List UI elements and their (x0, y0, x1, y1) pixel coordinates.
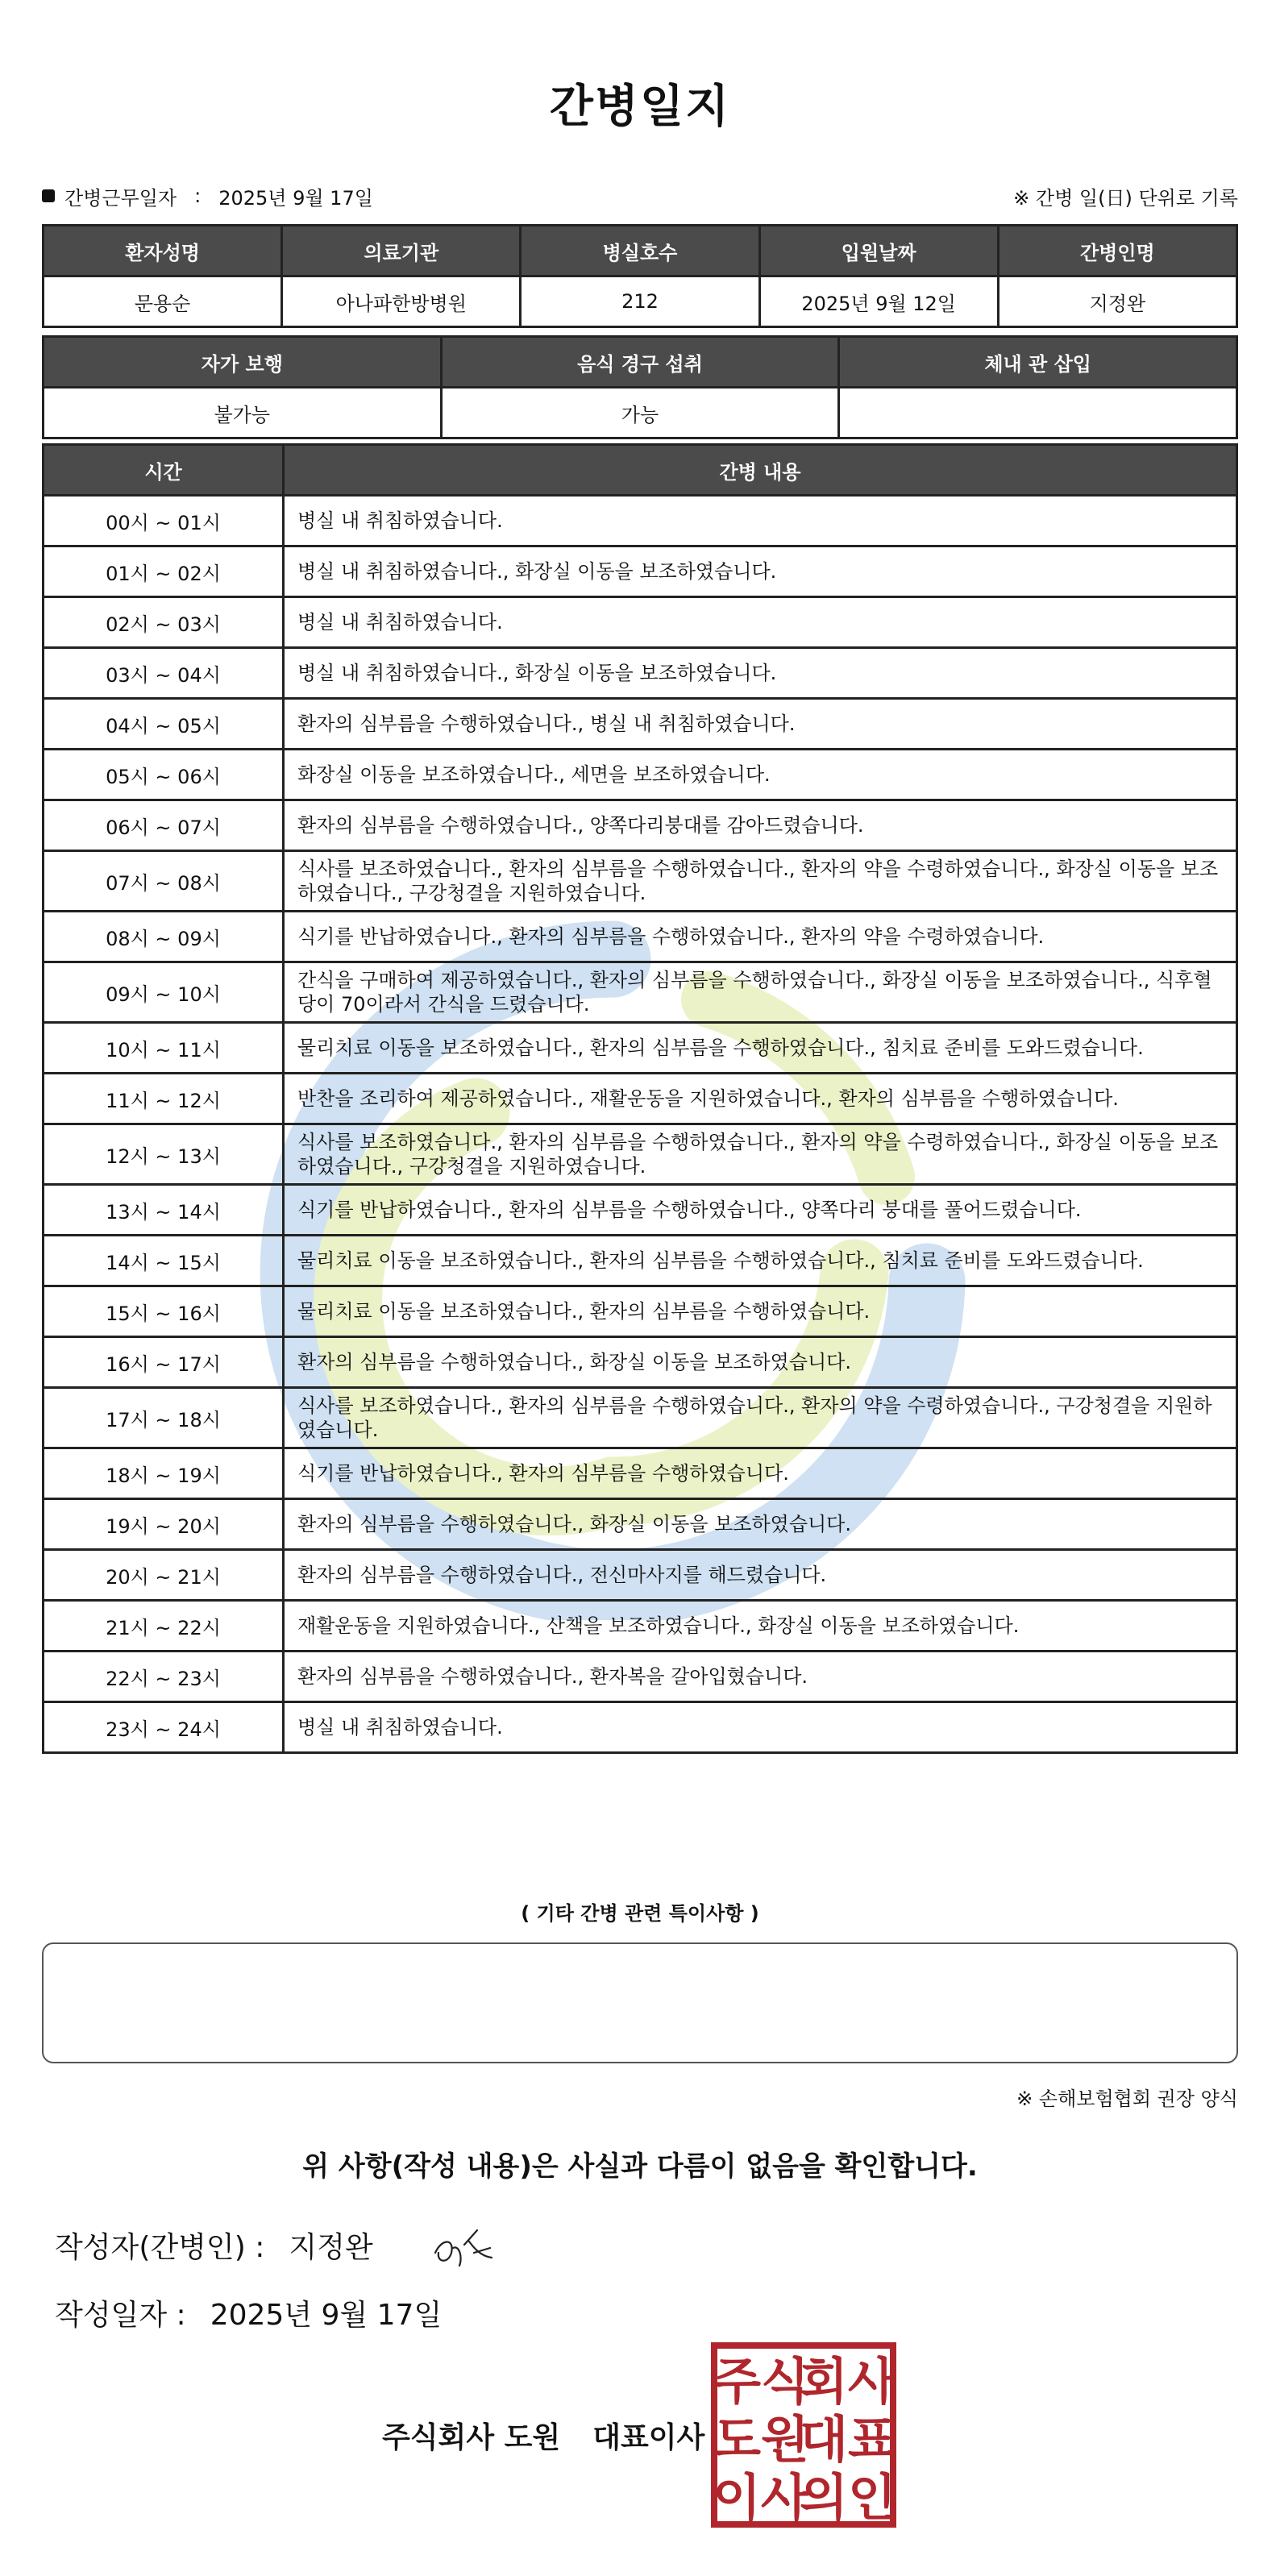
unit-note: ※ 간병 일(日) 단위로 기록 (1013, 186, 1238, 210)
log-content: 병실 내 취침하였습니다. (284, 496, 1237, 546)
log-time: 23시 ~ 24시 (44, 1702, 284, 1753)
svg-text:대표: 대표 (800, 2410, 896, 2469)
company-name: 주식회사 도원 (382, 2421, 561, 2454)
tube-value (839, 388, 1237, 438)
log-time: 22시 ~ 23시 (44, 1652, 284, 1702)
table-row (44, 1499, 1237, 1550)
log-time: 14시 ~ 15시 (44, 1236, 284, 1286)
log-content: 병실 내 취침하였습니다. (284, 1702, 1237, 1753)
header-oral-intake: 음식 경구 섭취 (441, 337, 839, 388)
writer-line (55, 2225, 373, 2266)
log-content: 물리치료 이동을 보조하였습니다., 환자의 심부름을 수행하였습니다., 침치료 준비를 도와드렸습니다. (284, 1023, 1237, 1074)
written-date-line (55, 2292, 442, 2333)
square-bullet-icon (42, 189, 55, 202)
table-row (44, 851, 1237, 912)
log-time: 02시 ~ 03시 (44, 597, 284, 648)
log-time: 01시 ~ 02시 (44, 546, 284, 597)
hospital: 아나파한방병원 (282, 276, 521, 327)
log-time: 03시 ~ 04시 (44, 648, 284, 699)
header-patient-name: 환자성명 (44, 226, 282, 276)
care-log-table (42, 443, 1238, 1754)
written-date: 2025년 9월 17일 (210, 2299, 443, 2332)
log-time: 17시 ~ 18시 (44, 1388, 284, 1448)
header-room: 병실호수 (521, 226, 759, 276)
log-time: 18시 ~ 19시 (44, 1448, 284, 1499)
log-content: 환자의 심부름을 수행하였습니다., 양쪽다리붕대를 감아드렸습니다. (284, 800, 1237, 851)
table-row (44, 912, 1237, 962)
log-time: 09시 ~ 10시 (44, 962, 284, 1023)
log-content: 식기를 반납하였습니다., 환자의 심부름을 수행하였습니다. (284, 1448, 1237, 1499)
table-row (44, 699, 1237, 750)
log-time: 12시 ~ 13시 (44, 1124, 284, 1185)
table-row (44, 597, 1237, 648)
log-content: 식기를 반납하였습니다., 환자의 심부름을 수행하였습니다., 양쪽다리 붕대를 풀어드렸습니다. (284, 1185, 1237, 1236)
log-content: 화장실 이동을 보조하였습니다., 세면을 보조하였습니다. (284, 750, 1237, 800)
signature (427, 2221, 516, 2277)
log-time: 21시 ~ 22시 (44, 1601, 284, 1652)
table-row (44, 1601, 1237, 1652)
table-row (44, 750, 1237, 800)
log-time: 05시 ~ 06시 (44, 750, 284, 800)
admission-date: 2025년 9월 12일 (759, 276, 998, 327)
table-row (44, 546, 1237, 597)
table-row (44, 800, 1237, 851)
log-content: 병실 내 취침하였습니다., 화장실 이동을 보조하였습니다. (284, 648, 1237, 699)
remarks-box (42, 1942, 1238, 2063)
table-row (44, 1074, 1237, 1124)
table-row (44, 1388, 1237, 1448)
company-seal (711, 2342, 896, 2528)
log-content: 식기를 반납하였습니다., 환자의 심부름을 수행하였습니다., 환자의 약을 수령하였습니다. (284, 912, 1237, 962)
recommendation-note: ※ 손해보험협회 권장 양식 (1016, 2088, 1238, 2110)
log-content: 물리치료 이동을 보조하였습니다., 환자의 심부름을 수행하였습니다., 침치료 준비를 도와드렸습니다. (284, 1236, 1237, 1286)
room-number: 212 (521, 276, 759, 327)
writer-name: 지정완 (289, 2231, 373, 2264)
written-date-label: 작성일자 : (55, 2299, 186, 2332)
log-time: 00시 ~ 01시 (44, 496, 284, 546)
log-content: 환자의 심부름을 수행하였습니다., 병실 내 취침하였습니다. (284, 699, 1237, 750)
log-content: 환자의 심부름을 수행하였습니다., 환자복을 갈아입혔습니다. (284, 1652, 1237, 1702)
table-row (44, 1286, 1237, 1337)
log-time: 06시 ~ 07시 (44, 800, 284, 851)
meta-row (42, 184, 1238, 208)
log-content: 식사를 보조하였습니다., 환자의 심부름을 수행하였습니다., 환자의 약을 수령하였습니다., 화장실 이동을 보조하였습니다., 구강청결을 지원하였습니다. (284, 1124, 1237, 1185)
log-time: 19시 ~ 20시 (44, 1499, 284, 1550)
table-row (44, 1550, 1237, 1601)
log-time: 10시 ~ 11시 (44, 1023, 284, 1074)
log-time: 11시 ~ 12시 (44, 1074, 284, 1124)
confirmation-statement: 위 사항(작성 내용)은 사실과 다름이 없음을 확인합니다. (302, 2150, 978, 2183)
writer-label: 작성자(간병인) : (55, 2231, 265, 2264)
remarks-title: ( 기타 간병 관련 특이사항 ) (521, 1902, 759, 1925)
table-row (44, 1124, 1237, 1185)
log-time: 04시 ~ 05시 (44, 699, 284, 750)
status-table (42, 335, 1238, 439)
oral-intake-value: 가능 (441, 388, 839, 438)
header-caregiver: 간병인명 (998, 226, 1236, 276)
company-rep-title: 대표이사 (592, 2421, 705, 2454)
log-content: 재활운동을 지원하였습니다., 산책을 보조하였습니다., 화장실 이동을 보조하였습니다. (284, 1601, 1237, 1652)
log-content: 간식을 구매하여 제공하였습니다., 환자의 심부름을 수행하였습니다., 화장실 이동을 보조하였습니다., 식후혈당이 70이라서 간식을 드렸습니다. (284, 962, 1237, 1023)
table-row (44, 1652, 1237, 1702)
log-content: 병실 내 취침하였습니다. (284, 597, 1237, 648)
svg-text:회사: 회사 (800, 2352, 896, 2411)
log-content: 물리치료 이동을 보조하였습니다., 환자의 심부름을 수행하였습니다. (284, 1286, 1237, 1337)
log-content: 식사를 보조하였습니다., 환자의 심부름을 수행하였습니다., 환자의 약을 수령하였습니다., 화장실 이동을 보조하였습니다., 구강청결을 지원하였습니다. (284, 851, 1237, 912)
svg-text:이사: 이사 (713, 2468, 809, 2527)
walking-value: 불가능 (44, 388, 442, 438)
table-row (44, 962, 1237, 1023)
log-time: 20시 ~ 21시 (44, 1550, 284, 1601)
table-row (44, 648, 1237, 699)
caregiver-name: 지정완 (998, 276, 1236, 327)
log-content: 병실 내 취침하였습니다., 화장실 이동을 보조하였습니다. (284, 546, 1237, 597)
log-time: 07시 ~ 08시 (44, 851, 284, 912)
header-time: 시간 (44, 445, 284, 496)
table-row (44, 496, 1237, 546)
header-walking: 자가 보행 (44, 337, 442, 388)
header-tube: 체내 관 삽입 (839, 337, 1237, 388)
company-line (382, 2415, 704, 2456)
log-content: 환자의 심부름을 수행하였습니다., 화장실 이동을 보조하였습니다. (284, 1337, 1237, 1388)
work-date: 2025년 9월 17일 (218, 186, 373, 210)
table-row (44, 1448, 1237, 1499)
svg-text:의인: 의인 (800, 2468, 896, 2527)
log-time: 08시 ~ 09시 (44, 912, 284, 962)
table-row (44, 1023, 1237, 1074)
table-row (44, 1337, 1237, 1388)
header-hospital: 의료기관 (282, 226, 521, 276)
svg-text:도원: 도원 (713, 2410, 809, 2469)
log-content: 환자의 심부름을 수행하였습니다., 전신마사지를 해드렸습니다. (284, 1550, 1237, 1601)
page-title: 간병일지 (549, 81, 731, 133)
patient-table (42, 224, 1238, 328)
header-care-content: 간병 내용 (284, 445, 1237, 496)
table-row (44, 1702, 1237, 1753)
log-content: 식사를 보조하였습니다., 환자의 심부름을 수행하였습니다., 환자의 약을 수령하였습니다., 구강청결을 지원하였습니다. (284, 1388, 1237, 1448)
log-content: 반찬을 조리하여 제공하였습니다., 재활운동을 지원하였습니다., 환자의 심부름을 수행하였습니다. (284, 1074, 1237, 1124)
table-row (44, 1236, 1237, 1286)
care-log-body (44, 496, 1237, 1753)
log-time: 15시 ~ 16시 (44, 1286, 284, 1337)
header-admission-date: 입원날짜 (759, 226, 998, 276)
table-row (44, 1185, 1237, 1236)
patient-name: 문용순 (44, 276, 282, 327)
log-time: 13시 ~ 14시 (44, 1185, 284, 1236)
work-date-label: 간병근무일자 (64, 186, 177, 210)
svg-text:주식: 주식 (713, 2352, 809, 2411)
log-time: 16시 ~ 17시 (44, 1337, 284, 1388)
separator: : (194, 185, 202, 207)
log-content: 환자의 심부름을 수행하였습니다., 화장실 이동을 보조하였습니다. (284, 1499, 1237, 1550)
